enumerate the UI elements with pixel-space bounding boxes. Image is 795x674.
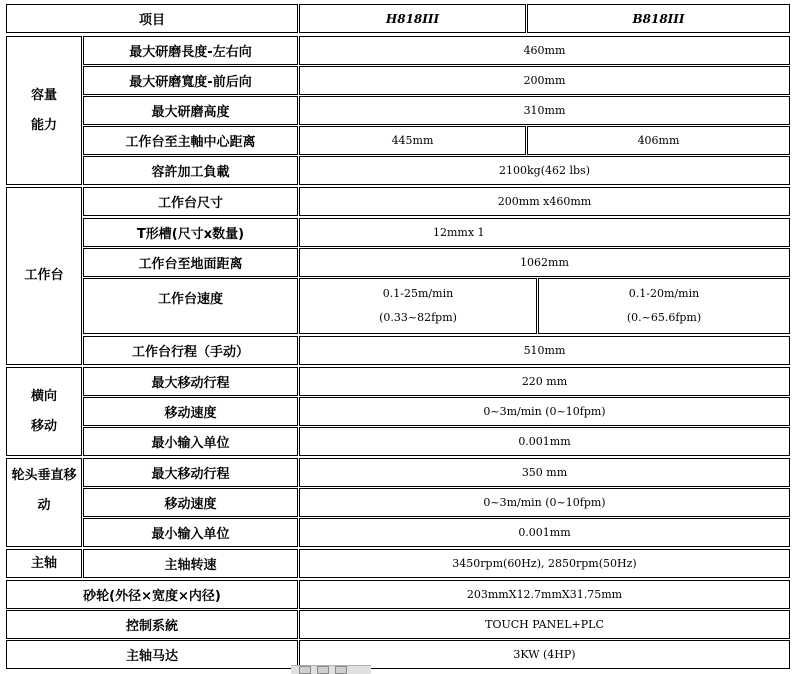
group-capacity-line1: 容量 [30,87,57,103]
value-lateral-travel: 220 mm [299,367,790,396]
value-load: 2100kg(462 lbs) [299,156,790,185]
value-table-speed-h-metric: 0.1-25m/min [382,287,454,300]
value-grinding-wheel: 203mmX12.7mmX31.75mm [299,580,790,609]
label-max-length: 最大研磨長度-左右向 [83,36,298,65]
label-table-floor-distance: 工作台至地面距离 [83,248,298,277]
value-table-speed-h [299,278,537,334]
value-lateral-speed: 0~3m/min (0~10fpm) [299,397,790,426]
value-table-size: 200mm x460mm [299,187,790,216]
label-grinding-wheel: 砂轮(外径×宽度×内径) [6,580,298,609]
value-table-speed-b-imperial: (0.~65.6fpm) [626,311,702,324]
value-lateral-unit: 0.001mm [299,427,790,456]
header-model-b: B818III [527,4,790,33]
group-lateral-line2: 移动 [30,418,57,434]
value-table-spindle-b: 406mm [527,126,790,155]
value-table-speed-h-imperial: (0.33~82fpm) [379,311,457,324]
value-tslot: 12mmx 1 [299,218,790,247]
group-capacity-line2: 能力 [30,117,57,133]
group-table: 工作台 [6,187,82,365]
label-table-travel: 工作台行程（手动） [83,336,298,365]
label-control-system: 控制系統 [6,610,298,639]
label-load: 容許加工負載 [83,156,298,185]
group-vertical [6,458,82,547]
label-table-spindle-distance: 工作台至主軸中心距离 [83,126,298,155]
label-spindle-motor: 主轴马达 [6,640,298,669]
value-vertical-unit: 0.001mm [299,518,790,547]
toolbar-button-2[interactable] [317,666,329,674]
header-item: 项目 [6,4,298,33]
label-lateral-unit: 最小输入单位 [83,427,298,456]
label-max-width: 最大研磨寬度-前后向 [83,66,298,95]
toolbar-button-1[interactable] [299,666,311,674]
header-model-h: H818III [299,4,526,33]
value-vertical-travel: 350 mm [299,458,790,487]
value-table-spindle-h: 445mm [299,126,526,155]
value-max-length: 460mm [299,36,790,65]
group-lateral-line1: 横向 [30,388,57,404]
label-tslot: T形槽(尺寸x数量) [83,218,298,247]
value-vertical-speed: 0~3m/min (0~10fpm) [299,488,790,517]
value-table-speed-b [538,278,790,334]
toolbar-button-3[interactable] [335,666,347,674]
value-max-width: 200mm [299,66,790,95]
group-vertical-line2: 动 [37,498,51,513]
value-spindle-speed: 3450rpm(60Hz), 2850rpm(50Hz) [299,549,790,578]
label-lateral-travel: 最大移动行程 [83,367,298,396]
label-spindle-speed: 主轴转速 [83,549,298,578]
group-spindle: 主轴 [6,549,82,578]
label-table-speed: 工作台速度 [83,278,298,334]
group-vertical-line1: 轮头垂直移 [11,468,77,483]
label-vertical-speed: 移动速度 [83,488,298,517]
label-lateral-speed: 移动速度 [83,397,298,426]
value-table-travel: 510mm [299,336,790,365]
value-table-speed-b-metric: 0.1-20m/min [628,287,700,300]
label-vertical-travel: 最大移动行程 [83,458,298,487]
value-max-height: 310mm [299,96,790,125]
value-table-floor-distance: 1062mm [299,248,790,277]
group-capacity [6,36,82,185]
group-lateral [6,367,82,456]
value-spindle-motor: 3KW (4HP) [299,640,790,669]
value-control-system: TOUCH PANEL+PLC [299,610,790,639]
label-table-size: 工作台尺寸 [83,187,298,216]
bottom-toolbar [291,665,371,674]
label-vertical-unit: 最小输入单位 [83,518,298,547]
label-max-height: 最大研磨高度 [83,96,298,125]
